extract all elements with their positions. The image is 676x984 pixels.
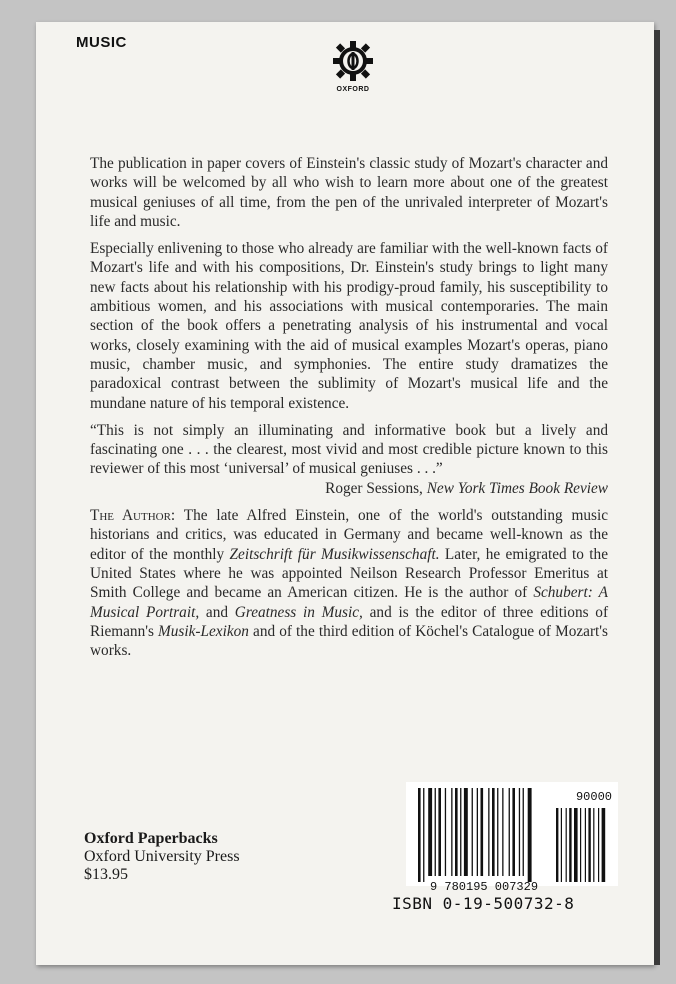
barcode-bar	[481, 788, 484, 876]
barcode-bar	[602, 808, 606, 882]
barcode-bar	[472, 788, 473, 876]
blurb-paragraph: Especially enlivening to those who already are familiar with the well-known facts of Mozart's life and with his compositions, Dr. Einstein's study brings to light many new facts about his relationship with his prodigy-proud family, his susceptibility to ambitious women, and his associations with musical contemporaries. The main section of the book offers a penetrating analysis of his instrumental and vocal works, closely examining with the aid of musical examples Mozart's operas, piano music, chamber music, and symphonies. The entire study dramatizes the paradoxical contrast between the sublimity of Mozart's musical life and the mundane nature of his temporal existence.	[90, 240, 608, 412]
barcode-bar	[455, 788, 458, 876]
barcode-bar	[502, 788, 503, 876]
author-bio-text: and of the third edition of Köchel's Catalogue of Mozart's works.	[90, 622, 608, 660]
barcode-bar	[593, 808, 594, 882]
logo-wordmark: OXFORD	[336, 86, 370, 93]
barcode-bar	[509, 788, 510, 876]
author-label: The Author:	[90, 507, 176, 525]
barcode-bar	[492, 788, 495, 876]
publisher-imprint	[84, 830, 240, 884]
barcode-bar	[418, 788, 421, 882]
author-bio-text: and is the editor of three editions of Riemann's	[90, 603, 609, 640]
blurb-paragraph: The publication in paper covers of Einstein's classic study of Mozart's character and works will be welcomed by all who wish to learn more about one of the greatest musical geniuses of all time, from the pen of the unrivaled interpreter of Mozart's life and music.	[90, 155, 608, 230]
quote-attribution	[90, 479, 608, 498]
barcode-bar	[477, 788, 478, 876]
barcode-bar	[585, 808, 586, 882]
barcode-bar	[566, 808, 567, 882]
barcode-addon-digits: 90000	[575, 790, 612, 804]
barcode-bar	[438, 788, 441, 876]
barcode-digits: 9 780195 007329	[430, 880, 539, 894]
barcode-block	[406, 782, 618, 902]
category-label: MUSIC	[76, 34, 127, 51]
back-cover-blurb	[90, 154, 608, 668]
publisher-logo	[331, 38, 375, 110]
isbn-number: ISBN 0-19-500732-8	[392, 894, 575, 913]
barcode-bar	[428, 788, 432, 876]
author-bio-text: Later, he emigrated to the United States where he was appointed Neilson Research Professor Emeritus at Smith College and became an American citizen. He is the author of	[90, 545, 608, 602]
book-back-cover	[36, 22, 654, 965]
barcode-bar	[574, 808, 578, 882]
barcode-bar	[588, 808, 590, 882]
barcode-bar	[528, 788, 532, 882]
barcode-bar	[423, 788, 424, 882]
quote-author: Roger Sessions,	[325, 479, 423, 497]
barcode-bar	[523, 788, 524, 876]
barcode-bar	[445, 788, 446, 876]
barcode-bar	[561, 808, 562, 882]
author-book-title: Musik-Lexikon	[158, 622, 249, 640]
barcode-bar	[556, 808, 558, 882]
author-book-title: Schubert: A Musical Portrait,	[90, 584, 608, 621]
barcode-bar	[451, 788, 452, 876]
author-bio	[90, 506, 608, 660]
barcode-bar	[512, 788, 515, 876]
price: $13.95	[84, 866, 128, 883]
barcode-bar	[435, 788, 436, 876]
barcode-bar	[464, 788, 468, 876]
barcode-bar	[598, 808, 599, 882]
barcode-bar	[460, 788, 461, 876]
quote-source: New York Times Book Review	[426, 479, 608, 497]
author-journal: Zeitschrift für Musikwissenschaft.	[229, 545, 440, 563]
barcode-bar	[580, 808, 581, 882]
book-edge	[654, 30, 660, 965]
review-quote: “This is not simply an illuminating and informative book but a lively and fascinating one . . . the clearest, most vivid and most credible picture known to this reviewer of this most ‘universal’ of musical geniuses . . .”	[90, 421, 608, 478]
author-bio-text: and	[205, 603, 229, 621]
author-book-title: Greatness in Music,	[234, 603, 363, 621]
publisher-name: Oxford University Press	[84, 848, 240, 865]
series-name: Oxford Paperbacks	[84, 830, 218, 847]
barcode-bar	[497, 788, 498, 876]
author-bio-text: The late Alfred Einstein, one of the world's outstanding music historians and critics, was educated in Germany and became well-known as the editor of the monthly	[90, 507, 608, 563]
barcode-bar	[519, 788, 520, 876]
oxford-gear-icon	[331, 38, 375, 84]
barcode-bar	[488, 788, 489, 876]
barcode-bar	[569, 808, 571, 882]
